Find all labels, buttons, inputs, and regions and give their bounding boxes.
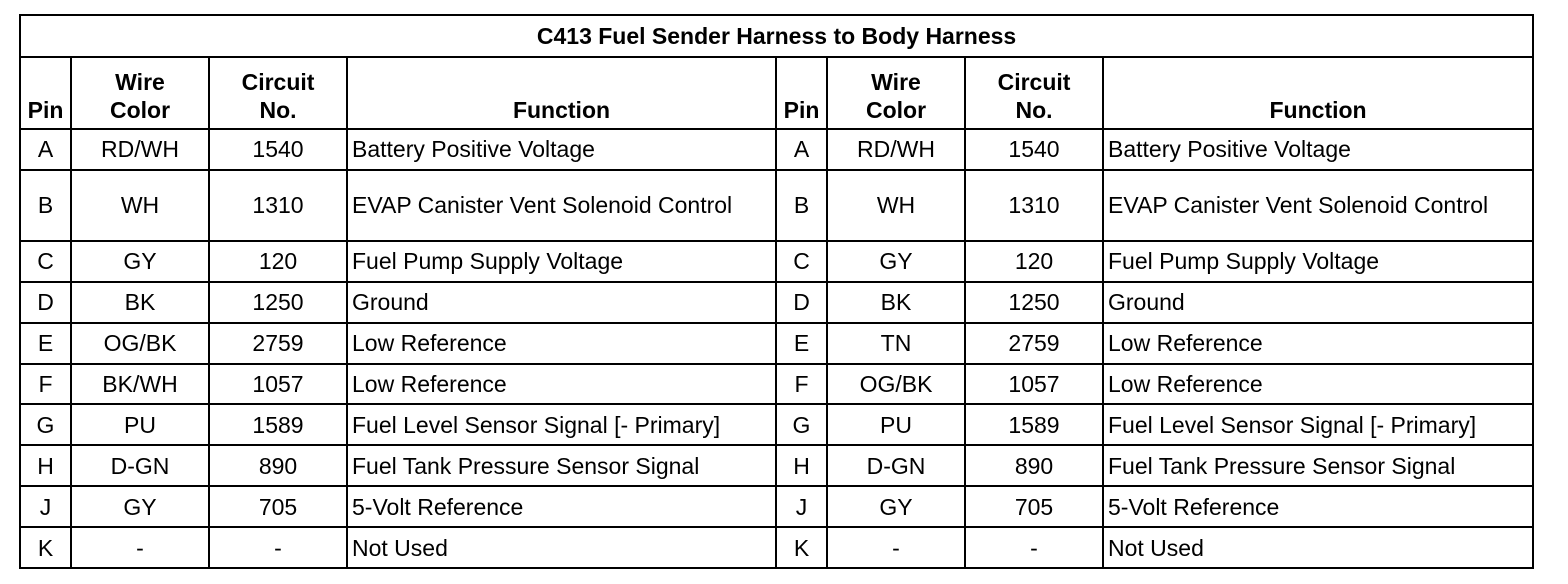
- circuit-cell: 120: [965, 241, 1103, 282]
- pin-cell: D: [20, 282, 71, 323]
- function-cell: EVAP Canister Vent Solenoid Control: [1103, 170, 1533, 241]
- circuit-cell: 890: [965, 445, 1103, 486]
- table-title: C413 Fuel Sender Harness to Body Harness: [20, 15, 1533, 57]
- circuit-cell: 705: [209, 486, 347, 527]
- wire-color-header-line1: Wire: [115, 69, 165, 95]
- circuit-cell: 705: [965, 486, 1103, 527]
- circuit-cell: 1250: [209, 282, 347, 323]
- wire-color-cell: D-GN: [71, 445, 209, 486]
- pin-cell: H: [776, 445, 827, 486]
- circuit-header-line1: Circuit: [241, 69, 315, 95]
- pin-cell: E: [20, 323, 71, 364]
- wire-color-header-line2: Color: [865, 97, 927, 123]
- connector-pinout-table: [19, 14, 1534, 569]
- circuit-cell: 1057: [965, 364, 1103, 405]
- function-cell: Battery Positive Voltage: [347, 129, 776, 170]
- function-cell: Fuel Pump Supply Voltage: [1103, 241, 1533, 282]
- pin-cell: F: [776, 364, 827, 405]
- wire-color-cell: OG/BK: [827, 364, 965, 405]
- pin-cell: A: [776, 129, 827, 170]
- circuit-cell: 1057: [209, 364, 347, 405]
- pin-cell: B: [20, 170, 71, 241]
- function-cell: Low Reference: [347, 364, 776, 405]
- pin-header: Pin: [20, 57, 71, 129]
- wire-color-cell: BK/WH: [71, 364, 209, 405]
- circuit-cell: 1250: [965, 282, 1103, 323]
- circuit-cell: 1589: [965, 404, 1103, 445]
- pin-cell: H: [20, 445, 71, 486]
- wire-color-cell: WH: [71, 170, 209, 241]
- table-row: [20, 445, 1533, 486]
- function-cell: 5-Volt Reference: [1103, 486, 1533, 527]
- pin-cell: F: [20, 364, 71, 405]
- function-cell: Fuel Tank Pressure Sensor Signal: [347, 445, 776, 486]
- table-row: [20, 486, 1533, 527]
- wire-color-cell: BK: [71, 282, 209, 323]
- table-row: [20, 404, 1533, 445]
- wire-color-cell: GY: [71, 241, 209, 282]
- wire-color-cell: BK: [827, 282, 965, 323]
- pin-cell: D: [776, 282, 827, 323]
- wire-color-cell: GY: [827, 241, 965, 282]
- wire-color-header: [71, 57, 209, 129]
- circuit-cell: 1540: [965, 129, 1103, 170]
- table-row: [20, 170, 1533, 241]
- wire-color-header: [827, 57, 965, 129]
- pin-cell: J: [20, 486, 71, 527]
- table-row: [20, 364, 1533, 405]
- function-cell: Fuel Pump Supply Voltage: [347, 241, 776, 282]
- wire-color-cell: D-GN: [827, 445, 965, 486]
- wire-color-cell: RD/WH: [71, 129, 209, 170]
- table-body: [20, 129, 1533, 568]
- pin-cell: G: [776, 404, 827, 445]
- function-cell: Low Reference: [1103, 323, 1533, 364]
- wire-color-cell: WH: [827, 170, 965, 241]
- circuit-cell: 120: [209, 241, 347, 282]
- pin-cell: C: [20, 241, 71, 282]
- circuit-cell: 2759: [209, 323, 347, 364]
- circuit-cell: 2759: [965, 323, 1103, 364]
- circuit-header-line2: No.: [259, 97, 297, 123]
- wire-color-cell: OG/BK: [71, 323, 209, 364]
- circuit-cell: 890: [209, 445, 347, 486]
- wire-color-cell: RD/WH: [827, 129, 965, 170]
- function-cell: Fuel Level Sensor Signal [- Primary]: [347, 404, 776, 445]
- table-row: [20, 527, 1533, 568]
- function-cell: Not Used: [347, 527, 776, 568]
- wire-color-header-line2: Color: [109, 97, 171, 123]
- circuit-cell: -: [965, 527, 1103, 568]
- pin-cell: J: [776, 486, 827, 527]
- table-row: [20, 282, 1533, 323]
- function-cell: Not Used: [1103, 527, 1533, 568]
- pin-cell: C: [776, 241, 827, 282]
- circuit-cell: 1310: [965, 170, 1103, 241]
- pin-cell: E: [776, 323, 827, 364]
- pin-cell: B: [776, 170, 827, 241]
- wire-color-cell: -: [827, 527, 965, 568]
- circuit-cell: -: [209, 527, 347, 568]
- circuit-header: [209, 57, 347, 129]
- function-header: Function: [1103, 57, 1533, 129]
- wire-color-cell: -: [71, 527, 209, 568]
- wire-color-header-line1: Wire: [871, 69, 921, 95]
- circuit-cell: 1540: [209, 129, 347, 170]
- pin-cell: K: [20, 527, 71, 568]
- function-cell: Battery Positive Voltage: [1103, 129, 1533, 170]
- function-cell: EVAP Canister Vent Solenoid Control: [347, 170, 776, 241]
- circuit-header-line2: No.: [1015, 97, 1053, 123]
- function-cell: 5-Volt Reference: [347, 486, 776, 527]
- function-header: Function: [347, 57, 776, 129]
- function-cell: Ground: [347, 282, 776, 323]
- table-row: [20, 241, 1533, 282]
- circuit-cell: 1310: [209, 170, 347, 241]
- table-row: [20, 129, 1533, 170]
- table-row: [20, 323, 1533, 364]
- pin-cell: K: [776, 527, 827, 568]
- circuit-header: [965, 57, 1103, 129]
- function-cell: Ground: [1103, 282, 1533, 323]
- function-cell: Low Reference: [347, 323, 776, 364]
- function-cell: Low Reference: [1103, 364, 1533, 405]
- wire-color-cell: TN: [827, 323, 965, 364]
- function-cell: Fuel Level Sensor Signal [- Primary]: [1103, 404, 1533, 445]
- wire-color-cell: PU: [71, 404, 209, 445]
- wire-color-cell: PU: [827, 404, 965, 445]
- wire-color-cell: GY: [71, 486, 209, 527]
- pin-cell: A: [20, 129, 71, 170]
- pin-header: Pin: [776, 57, 827, 129]
- function-cell: Fuel Tank Pressure Sensor Signal: [1103, 445, 1533, 486]
- wire-color-cell: GY: [827, 486, 965, 527]
- pin-cell: G: [20, 404, 71, 445]
- circuit-header-line1: Circuit: [997, 69, 1071, 95]
- circuit-cell: 1589: [209, 404, 347, 445]
- header-row: [20, 57, 1533, 129]
